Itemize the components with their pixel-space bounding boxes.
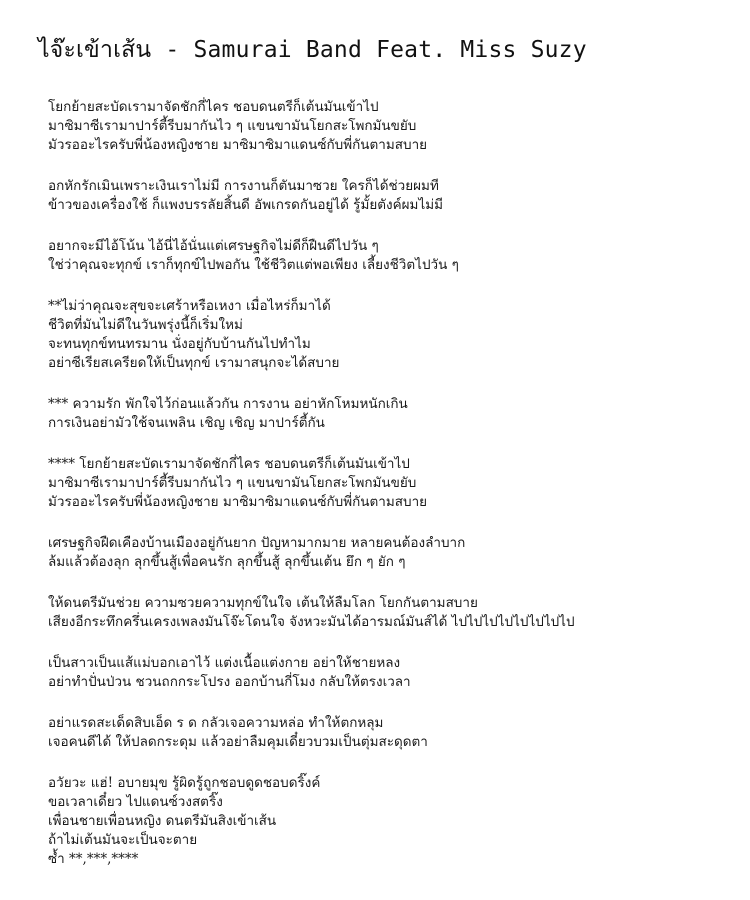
lyric-line: มัวรออะไรครับพี่น้องหญิงชาย มาซิมาซิมาแดนซ์กับพี่กันตามสบาย xyxy=(48,137,428,153)
lyric-line: อยากจะมีไอ้โน้น ไอ้นี่ไอ้นั่นแต่เศรษฐกิจไม่ดีก็ฝืนดีไปวัน ๆ xyxy=(48,238,379,254)
lyric-line: ล้มแล้วต้องลุก ลุกขึ้นสู้เพื่อคนรัก ลุกขึ้นสู้ ลุกขึ้นเต้น ยึก ๆ ยัก ๆ xyxy=(48,554,406,570)
lyric-line: **ไม่ว่าคุณจะสุขจะเศร้าหรือเหงา เมื่อไหร่ก็มาได้ xyxy=(48,298,331,314)
lyric-line: ให้ดนตรีมันช่วย ความซวยความทุกข์ในใจ เต้นให้ลืมโลก โยกกันตามสบาย xyxy=(48,595,478,611)
lyric-line: อย่าซีเรียสเครียดให้เป็นทุกข์ เรามาสนุกจะได้สบาย xyxy=(48,355,340,371)
lyric-line: เจอคนดีได้ ให้ปลดกระดุม แล้วอย่าลืมคุมเดี๋ยวบวมเป็นตุ่มสะดุดตา xyxy=(48,734,428,750)
lyrics-stanza xyxy=(48,297,738,373)
lyric-line: ถ้าไม่เต้นมันจะเป็นจะตาย xyxy=(48,832,198,848)
lyrics-stanza xyxy=(48,177,738,215)
lyric-line: อวัยวะ แฮ่! อบายมุข รู้ผิดรู้ถูกชอบดูดชอบดริ๊งค์ xyxy=(48,775,321,791)
lyrics-stanza xyxy=(48,98,738,155)
lyric-line: การเงินอย่ามัวใช้จนเพลิน เชิญ เชิญ มาปาร์ตี้กัน xyxy=(48,415,325,431)
lyric-line: จะทนทุกข์ทนทรมาน นั่งอยู่กับบ้านกันไปทำไม xyxy=(48,336,311,352)
lyric-line: *** ความรัก พักใจไว้ก่อนแล้วกัน การงาน อย่าหักโหมหนักเกิน xyxy=(48,396,408,412)
lyric-line: ชีวิตที่มันไม่ดีในวันพรุ่งนี้ก็เริ่มใหม่ xyxy=(48,317,243,333)
lyric-line: เพื่อนชายเพื่อนหญิง ดนตรีมันสิงเข้าเส้น xyxy=(48,813,277,829)
lyric-line: เสียงอีกระทึกครึ่นเครงเพลงมันโจ๊ะโดนใจ จังหวะมันได้อารมณ์มันส์ได้ ไปไปไปไปไปไปไปไป xyxy=(48,614,575,630)
lyrics-stanza xyxy=(48,594,738,632)
lyrics-stanza xyxy=(48,654,738,692)
lyric-line: มัวรออะไรครับพี่น้องหญิงชาย มาซิมาซิมาแดนซ์กับพี่กันตามสบาย xyxy=(48,494,428,510)
lyric-line: อกหักรักเมินเพราะเงินเราไม่มี การงานก็ตันมาซวย ใครก็ได้ช่วยผมที xyxy=(48,178,439,194)
lyric-line: อย่าแรดสะเด็ดสิบเอ็ด ร ด กลัวเจอความหล่อ ทำให้ตกหลุม xyxy=(48,715,384,731)
song-title: ไจ๊ะเข้าเส้น - Samurai Band Feat. Miss Suzy xyxy=(38,37,587,63)
lyric-line: เศรษฐกิจฝืดเคืองบ้านเมืองอยู่กันยาก ปัญหามากมาย หลายคนต้องลำบาก xyxy=(48,535,466,551)
lyric-line: เป็นสาวเป็นแส้แม่บอกเอาไว้ แต่งเนื้อแต่งกาย อย่าให้ชายหลง xyxy=(48,655,401,671)
lyric-line: ซ้ำ **,***,**** xyxy=(48,851,139,867)
lyrics-stanza xyxy=(48,714,738,752)
lyrics-stanza xyxy=(48,534,738,572)
lyrics-stanza xyxy=(48,395,738,433)
lyric-line: อย่าทำปั่นป่วน ชวนถกกระโปรง ออกบ้านกี่โมง กลับให้ตรงเวลา xyxy=(48,674,411,690)
lyric-line: **** โยกย้ายสะบัดเรามาจัดชักกี่ไคร ชอบดนตรีก็เต้นมันเข้าไป xyxy=(48,456,410,472)
lyric-line: มาซิมาซีเรามาปาร์ตี้รีบมากันไว ๆ แขนขามันโยกสะโพกมันขยับ xyxy=(48,475,417,491)
lyric-line: โยกย้ายสะบัดเรามาจัดชักกี่ไคร ชอบดนตรีก็เต้นมันเข้าไป xyxy=(48,99,379,115)
lyric-line: มาซิมาซีเรามาปาร์ตี้รีบมากันไว ๆ แขนขามันโยกสะโพกมันขยับ xyxy=(48,118,417,134)
lyrics-stanza xyxy=(48,774,738,869)
lyrics-stanza xyxy=(48,455,738,512)
lyrics-stanza xyxy=(48,237,738,275)
lyric-line: ขอเวลาเดี๋ยว ไปแดนซ์วงสตริ๊ง xyxy=(48,794,223,810)
lyrics-body xyxy=(48,98,738,891)
lyric-line: ใช่ว่าคุณจะทุกข์ เราก็ทุกข์ไปพอกัน ใช้ชีวิตแต่พอเพียง เลี้ยงชีวิตไปวัน ๆ xyxy=(48,257,459,273)
lyric-line: ข้าวของเครื่องใช้ ก็แพงบรรลัยสิ้นดี อัพเกรดกันอยู่ได้ รู้มั้ยตังค์ผมไม่มี xyxy=(48,197,444,213)
